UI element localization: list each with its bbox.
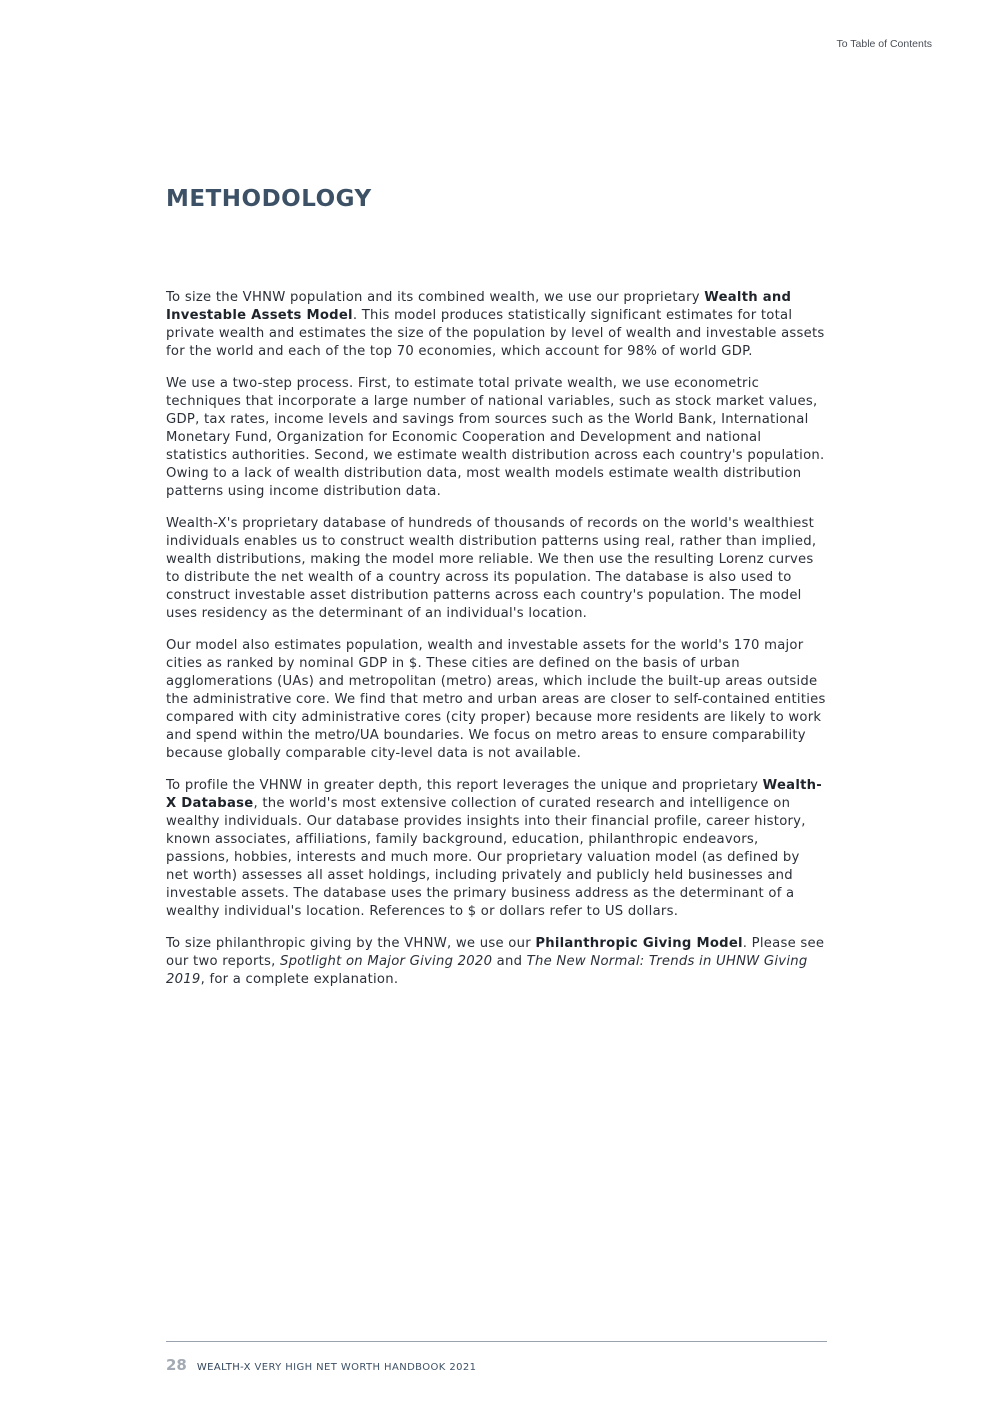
- methodology-body: [166, 289, 826, 1003]
- footer-divider: [166, 1341, 827, 1342]
- paragraph-model-overview: To size the VHNW population and its combined wealth, we use our proprietary Wealth and Investable Assets Model. This model produces statistically significant estimates for total private wealth and estimates the size of the population by level of wealth and investable assets for the world and each of the top 70 economies, which account for 98% of world GDP.: [166, 290, 825, 359]
- report-title-spotlight: Spotlight on Major Giving 2020: [280, 954, 493, 969]
- model-name-philanthropic: Philanthropic Giving Model: [535, 936, 743, 951]
- wealth-x-database-name: Wealth-X Database: [166, 778, 823, 811]
- paragraph-cities: Our model also estimates population, wealth and investable assets for the world's 170 major cities as ranked by nominal GDP in $. These cities are defined on the basis of urban agglomerations (UAs) and metropolitan (metro) areas, which include the built-up areas outside the administrative core. We find that metro and urban areas are closer to self-contained entities compared with city administrative cores (city proper) because more residents are likely to work and spend within the metro/UA boundaries. We focus on metro areas to ensure comparability because globally comparable city-level data is not available.: [166, 638, 826, 761]
- report-title-new-normal: The New Normal: Trends in UHNW Giving 2019: [166, 954, 808, 987]
- page-title: METHODOLOGY: [166, 186, 372, 212]
- publication-title: WEALTH-X VERY HIGH NET WORTH HANDBOOK 2021: [196, 1362, 477, 1373]
- page-number: 28: [166, 1356, 187, 1374]
- paragraph-database-profile: To profile the VHNW in greater depth, this report leverages the unique and proprietary Wealth-X Database, the world's most extensive collection of curated research and intelligence on wealthy individuals. Our database provides insights into their financial profile, career history, known associates, affiliations, family background, education, philanthropic endeavors, passions, hobbies, interests and much more. Our proprietary valuation model (as defined by net worth) assesses all asset holdings, including privately and publicly held businesses and investable assets. The database uses the primary business address as the determinant of a wealthy individual's location. References to $ or dollars refer to US dollars.: [166, 778, 823, 919]
- brand-name: WEALTH-X: [196, 1362, 251, 1373]
- model-name-wealth-assets: Wealth and Investable Assets Model: [166, 290, 792, 323]
- table-of-contents-link[interactable]: To Table of Contents: [836, 38, 932, 50]
- paragraph-philanthropy: To size philanthropic giving by the VHNW, we use our Philanthropic Giving Model. Please see our two reports, Spotlight on Major Giving 2020 and The New Normal: Trends in UHNW Giving 2019, for a complete explanation.: [166, 936, 825, 987]
- paragraph-two-step-process: We use a two-step process. First, to estimate total private wealth, we use econometric techniques that incorporate a large number of national variables, such as stock market values, GDP, tax rates, income levels and savings from sources such as the World Bank, International Monetary Fund, Organization for Economic Cooperation and Development and national statistics authorities. Second, we estimate wealth distribution across each country's population. Owing to a lack of wealth distribution data, most wealth models estimate wealth distribution patterns using income distribution data.: [166, 376, 825, 499]
- paragraph-database-distribution: Wealth-X's proprietary database of hundreds of thousands of records on the world's wealthiest individuals enables us to construct wealth distribution patterns using real, rather than implied, wealth distributions, making the model more reliable. We then use the resulting Lorenz curves to distribute the net wealth of a country across its population. The database is also used to construct investable asset distribution patterns across each country's population. The model uses residency as the determinant of an individual's location.: [166, 516, 817, 621]
- page-footer: [166, 1356, 476, 1374]
